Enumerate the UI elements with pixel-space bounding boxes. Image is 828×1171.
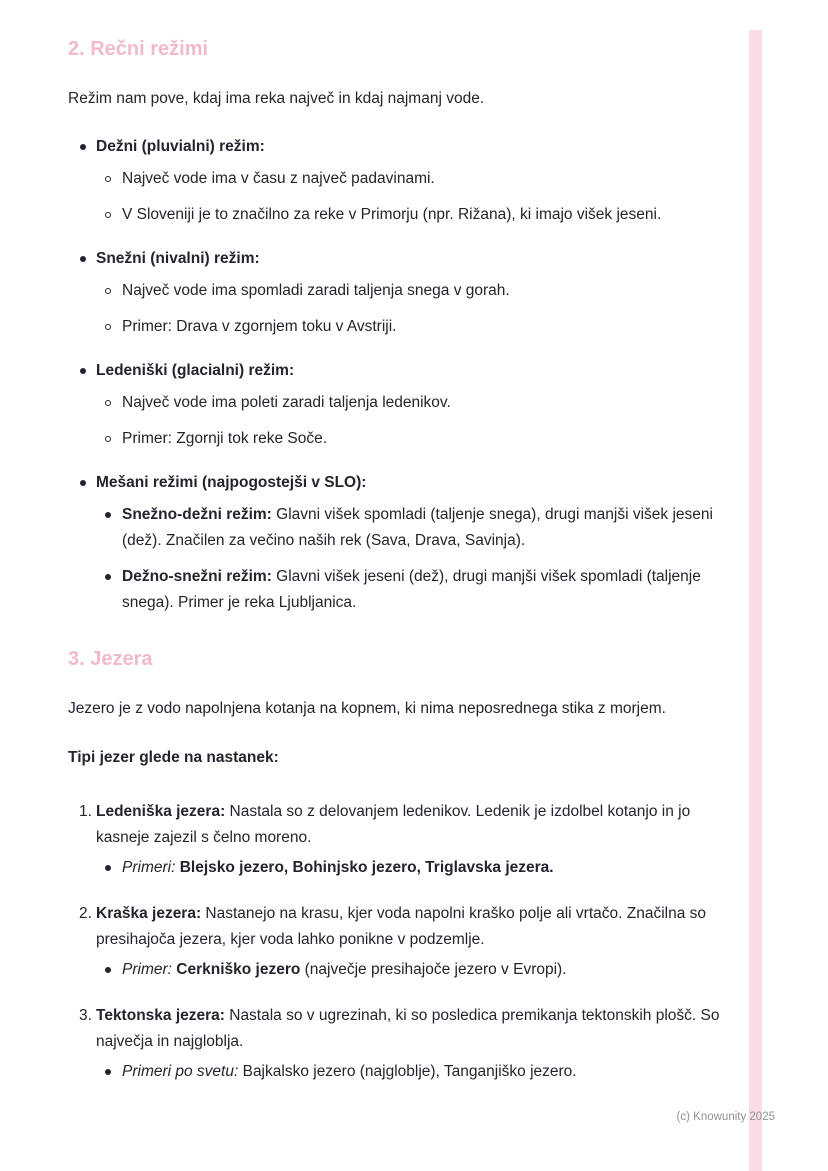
list-item-title: Ledeniški (glacialni) režim: [96, 362, 295, 380]
sub-item-text [122, 564, 730, 616]
circle-bullet-icon [96, 390, 122, 416]
sub-list-item [96, 202, 730, 228]
example-text [122, 1059, 730, 1085]
circle-bullet-icon [96, 426, 122, 452]
sub-item-text: Primer: Drava v zgornjem toku v Avstriji. [122, 318, 397, 336]
list-item-mesani-rezimi [68, 470, 730, 616]
bullet-icon [68, 246, 96, 340]
paragraph-jezero-intro: Jezero je z vodo napolnjena kotanja na kopnem, ki nima neposrednega stika z morjem. [68, 700, 666, 718]
item-text [96, 799, 730, 851]
footer-credit: (c) Knowunity 2025 [676, 1111, 775, 1123]
bullet-icon [96, 502, 122, 554]
list-item-dezni-rezim [68, 134, 730, 228]
example-text [122, 957, 730, 983]
item-rest: Nastala so v ugrezinah, ki so posledica premikanja tektonskih plošč. So največja in najgloblja. [96, 1006, 720, 1050]
circle-bullet-icon [96, 278, 122, 304]
bullet-icon [96, 1059, 122, 1085]
example-rest: (največje presihajoče jezero v Evropi). [300, 960, 567, 978]
accent-stripe [749, 30, 762, 1171]
bullet-icon [68, 358, 96, 452]
example-list-item [96, 957, 730, 983]
circle-bullet-icon [96, 202, 122, 228]
rezimi-list [68, 134, 730, 616]
circle-bullet-icon [96, 166, 122, 192]
jezera-list [68, 799, 730, 1085]
sub-item-bold: Dežno-snežni režim: [122, 568, 272, 586]
item-number: 2. [79, 904, 92, 922]
list-item-snezni-rezim [68, 246, 730, 340]
sub-item-text: Največ vode ima v času z največ padavinami. [122, 170, 435, 188]
list-item-title: Snežni (nivalni) režim: [96, 250, 260, 268]
example-bold: Cerkniško jezero [171, 960, 301, 978]
bullet-icon [68, 134, 96, 228]
bullet-icon [68, 470, 96, 616]
example-list-item [96, 1059, 730, 1085]
example-rest: Bajkalsko jezero (najgloblje), Tanganjiško jezero. [238, 1062, 577, 1080]
sub-item-bold: Snežno-dežni režim: [122, 506, 272, 524]
sub-item-text: V Sloveniji je to značilno za reke v Primorju (npr. Rižana), ki imajo višek jeseni. [122, 206, 662, 224]
sub-list-item [96, 166, 730, 192]
example-label: Primer: [122, 960, 172, 978]
item-bold: Ledeniška jezera: [96, 802, 226, 820]
bullet-icon [96, 855, 122, 881]
sub-item-text [122, 502, 730, 554]
numbered-item-ledeniska-jezera [68, 799, 730, 881]
list-item-title: Dežni (pluvialni) režim: [96, 138, 265, 156]
item-rest: Nastanejo na krasu, kjer voda napolni kraško polje ali vrtačo. Značilna so presihajoča jezera, kjer voda lahko ponikne v podzemlje. [96, 904, 707, 948]
sub-item-rest: Glavni višek jeseni (dež), drugi manjši višek spomladi (taljenje snega). Primer je reka Ljubljanica. [122, 568, 701, 612]
sub-list-item [96, 564, 730, 616]
sub-list-item [96, 390, 730, 416]
item-bold: Kraška jezera: [96, 904, 202, 922]
sub-list-item [96, 278, 730, 304]
heading-recni-rezimi: 2. Rečni režimi [68, 38, 209, 60]
item-number: 3. [79, 1006, 92, 1024]
item-text [96, 901, 730, 953]
subheading-tipi-jezer: Tipi jezer glede na nastanek: [68, 748, 279, 766]
item-bold: Tektonska jezera: [96, 1006, 225, 1024]
list-item-title: Mešani režimi (najpogostejši v SLO): [96, 474, 367, 492]
bullet-icon [96, 564, 122, 616]
item-text [96, 1003, 730, 1055]
numbered-item-tektonska-jezera [68, 1003, 730, 1085]
sub-item-text: Največ vode ima poleti zaradi taljenja ledenikov. [122, 394, 451, 412]
item-number: 1. [79, 802, 92, 820]
sub-list-item [96, 426, 730, 452]
example-bold: Blejsko jezero, Bohinjsko jezero, Triglavska jezera. [175, 858, 554, 876]
example-list-item [96, 855, 730, 881]
example-label: Primeri po svetu: [122, 1062, 239, 1080]
bullet-icon [96, 957, 122, 983]
numbered-item-kraska-jezera [68, 901, 730, 983]
sub-item-rest: Glavni višek spomladi (taljenje snega), drugi manjši višek jeseni (dež). Značilen za večino naših rek (Sava, Drava, Savinja). [122, 506, 713, 550]
sub-list-item [96, 502, 730, 554]
sub-item-text: Primer: Zgornji tok reke Soče. [122, 430, 328, 448]
document-content [68, 36, 730, 1105]
sub-item-text: Največ vode ima spomladi zaradi taljenja snega v gorah. [122, 282, 510, 300]
example-label: Primeri: [122, 858, 176, 876]
list-item-ledeniski-rezim [68, 358, 730, 452]
example-text [122, 855, 730, 881]
paragraph-rezim-intro: Režim nam pove, kdaj ima reka največ in kdaj najmanj vode. [68, 90, 485, 107]
heading-jezera: 3. Jezera [68, 648, 153, 671]
circle-bullet-icon [96, 314, 122, 340]
item-rest: Nastala so z delovanjem ledenikov. Ledenik je izdolbel kotanjo in jo kasneje zajezil s čelno moreno. [96, 802, 691, 846]
sub-list-item [96, 314, 730, 340]
